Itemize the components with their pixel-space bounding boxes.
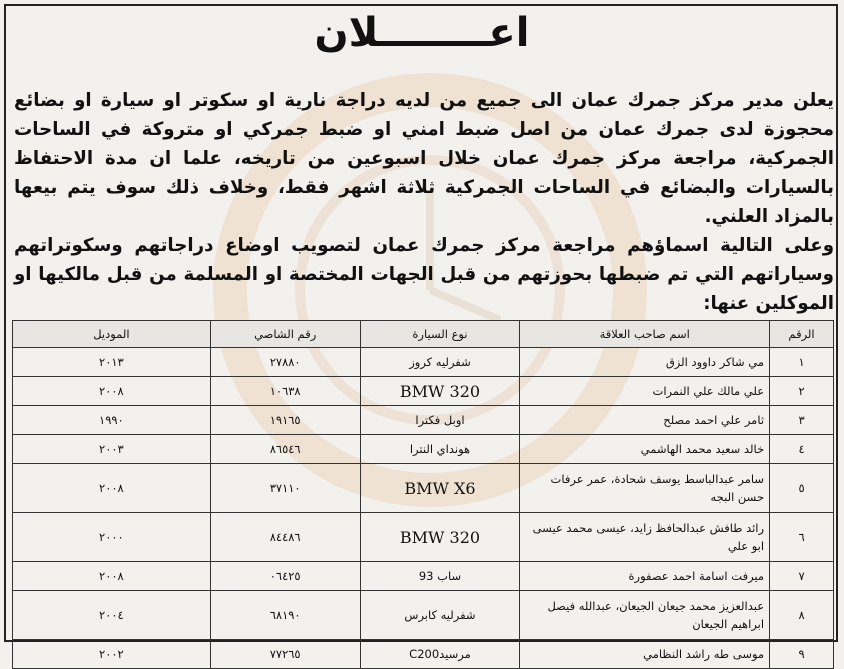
notice-body — [14, 86, 834, 318]
cell-model: ٢٠١٣ — [13, 348, 211, 377]
cell-chassis: ٦٨١٩٠ — [210, 591, 360, 640]
cell-name: ميرفت اسامة احمد عصفورة — [520, 562, 770, 591]
cell-name: سامر عبدالباسط يوسف شحادة، عمر عرفات حسن البجه — [520, 464, 770, 513]
cell-chassis: ٧٧٢٦٥ — [210, 640, 360, 669]
cell-vehicle: اوبل فكترا — [360, 406, 520, 435]
cell-model: ٢٠٠٤ — [13, 591, 211, 640]
table-row — [13, 348, 834, 377]
table-row — [13, 406, 834, 435]
header-model: الموديل — [13, 321, 211, 348]
cell-name: خالد سعيد محمد الهاشمي — [520, 435, 770, 464]
cell-number: ٢ — [770, 377, 834, 406]
table-row — [13, 591, 834, 640]
cell-number: ٧ — [770, 562, 834, 591]
cell-name: موسى طه راشد النظامي — [520, 640, 770, 669]
cell-number: ١ — [770, 348, 834, 377]
cell-number: ٥ — [770, 464, 834, 513]
notice-paragraph-1: يعلن مدير مركز جمرك عمان الى جميع من لديه دراجة نارية او سكوتر او سيارة او بضائع محجوزة لدى جمرك عمان من اصل ضبط امني او ضبط جمركي او متروكة في الساحات الجمركية، مراجعة مركز جمرك عمان خلال اسبوعين من تاريخه، علما ان مدة الاحتفاظ بالسيارات والبضائع في الساحات الجمركية ثلاثة اشهر فقط، وخلاف ذلك سوف يتم بيعها بالمزاد العلني. — [14, 90, 834, 227]
header-number: الرقم — [770, 321, 834, 348]
table-row — [13, 435, 834, 464]
cell-number: ٦ — [770, 513, 834, 562]
cell-model: ٢٠٠٠ — [13, 513, 211, 562]
header-vehicle: نوع السيارة — [360, 321, 520, 348]
cell-model: ٢٠٠٨ — [13, 377, 211, 406]
header-chassis: رقم الشاصي — [210, 321, 360, 348]
cell-number: ٩ — [770, 640, 834, 669]
table-row — [13, 464, 834, 513]
cell-chassis: ٨٤٤٨٦ — [210, 513, 360, 562]
cell-model: ٢٠٠٨ — [13, 562, 211, 591]
notice-paragraph-2: وعلى التالية اسماؤهم مراجعة مركز جمرك عمان لتصويب اوضاع دراجاتهم وسكوتراتهم وسياراتهم التي تم ضبطها بحوزتهم من قبل الجهات المختصة او المسلمة من قبل مالكيها او الموكلين عنها: — [14, 235, 834, 314]
cell-vehicle: BMW X6 — [360, 464, 520, 513]
cell-vehicle: هونداي النترا — [360, 435, 520, 464]
table-row — [13, 562, 834, 591]
cell-chassis: ١٩١٦٥ — [210, 406, 360, 435]
cell-vehicle: شفرليه كابرس — [360, 591, 520, 640]
cell-number: ٨ — [770, 591, 834, 640]
cell-vehicle: ساب 93 — [360, 562, 520, 591]
cell-vehicle: BMW 320 — [360, 377, 520, 406]
cell-name: عبدالعزيز محمد جيعان الجيعان، عبدالله فيصل ابراهيم الجيعان — [520, 591, 770, 640]
cell-chassis: ٨٦٥٤٦ — [210, 435, 360, 464]
cell-chassis: ٣٧١١٠ — [210, 464, 360, 513]
notice-title: اعــــــــلان — [314, 10, 530, 56]
cell-model: ٢٠٠٨ — [13, 464, 211, 513]
cell-vehicle: BMW 320 — [360, 513, 520, 562]
cell-model: ١٩٩٠ — [13, 406, 211, 435]
cell-model: ٢٠٠٣ — [13, 435, 211, 464]
cell-number: ٤ — [770, 435, 834, 464]
cell-number: ٣ — [770, 406, 834, 435]
cell-name: مي شاكر داوود الزق — [520, 348, 770, 377]
cell-vehicle: شفرليه كروز — [360, 348, 520, 377]
header-name: اسم صاحب العلاقة — [520, 321, 770, 348]
cell-model: ٢٠٠٢ — [13, 640, 211, 669]
cell-name: علي مالك علي النمرات — [520, 377, 770, 406]
cell-name: رائد طافش عبدالحافظ زايد، عيسى محمد عيسى ابو علي — [520, 513, 770, 562]
table-row — [13, 377, 834, 406]
table-header-row — [13, 321, 834, 348]
cell-chassis: ٠٦٤٢٥ — [210, 562, 360, 591]
cell-chassis: ١٠٦٣٨ — [210, 377, 360, 406]
table-row — [13, 513, 834, 562]
cell-chassis: ٢٧٨٨٠ — [210, 348, 360, 377]
cell-name: ثامر علي احمد مصلح — [520, 406, 770, 435]
records-table — [12, 320, 834, 669]
cell-vehicle: مرسيدC200 — [360, 640, 520, 669]
